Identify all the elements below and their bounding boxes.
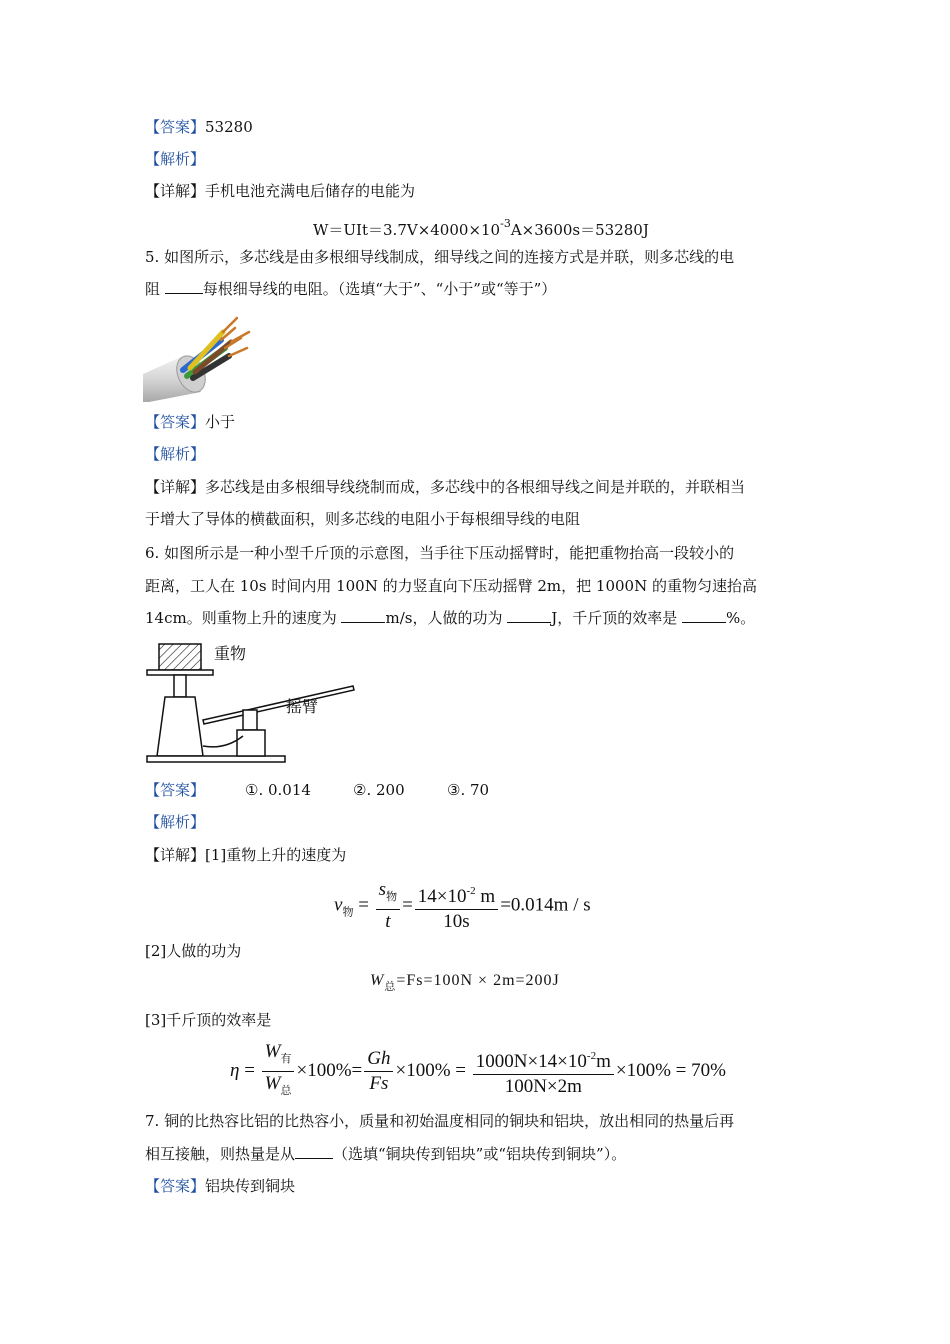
answer-value: 53280 bbox=[205, 118, 253, 136]
question-7-line2: 相互接触，则热量是从 （选填“铜块传到铝块”或“铝块传到铜块”）。 bbox=[145, 1145, 627, 1163]
detail-tag: 【详解】 bbox=[145, 182, 206, 200]
detail-line-q5-1: 【详解】多芯线是由多根细导线绕制而成，多芯线中的各根细导线之间是并联的，并联相当 bbox=[145, 478, 746, 496]
detail-text: 手机电池充满电后储存的电能为 bbox=[205, 182, 416, 200]
detail-line-q4 bbox=[145, 181, 415, 201]
question-5-line2: 阻 每根细导线的电阻。（选填“大于”、“小于”或“等于”） bbox=[145, 280, 557, 298]
answer-3: ③. 70 bbox=[447, 781, 490, 799]
answer-line-q7: 【答案】铝块传到铜块 bbox=[145, 1177, 296, 1195]
question-6-line2: 距离，工人在 10s 时间内用 100N 的力竖直向下压动摇臂 2m，把 1000N 的重物匀速抬高 bbox=[145, 577, 757, 595]
question-6-line3: 14cm。则重物上升的速度为 m/s，人做的功为 J，千斤顶的效率是 %。 bbox=[145, 609, 756, 627]
answer-blank-2[interactable] bbox=[507, 608, 551, 623]
answer-blank[interactable] bbox=[165, 279, 203, 294]
efficiency-equation: η = $\frac{W_有}{W_总}$ ×100%= $\frac{Gh}{Fs}$ ×100% = $\frac{1000N\times 14\times 10^{-2}m}{100N\times 2m}$ ×100% = 70% bbox=[230, 1041, 726, 1097]
detail-line-q6-3: [3]千斤顶的效率是 bbox=[145, 1011, 272, 1029]
answer-value: 铝块传到铜块 bbox=[205, 1177, 296, 1195]
answer-line-q6: 【答案】 ①. 0.014 ②. 200 ③. 70 bbox=[145, 781, 490, 799]
answer-value: 小于 bbox=[205, 413, 236, 431]
answer-2: ②. 200 bbox=[353, 781, 405, 799]
question-5-line1: 5. 如图所示，多芯线是由多根细导线制成，细导线之间的连接方式是并联，则多芯线的电 bbox=[145, 248, 735, 266]
formula-q4: $W=UIt=3.7V\times 4000\times 10^{-3}A\times 3600s=53280J$ bbox=[313, 217, 649, 239]
answer-line-q4 bbox=[145, 117, 253, 137]
velocity-equation: $v_物$ = $\frac{s_物}{t}$ = $\frac{14\times 10^{-2} m}{10s}$ =0.014m / s bbox=[334, 879, 591, 932]
detail-line-q6-1: 【详解】[1]重物上升的速度为 bbox=[145, 846, 347, 864]
answer-blank-1[interactable] bbox=[341, 608, 385, 623]
question-7-line1: 7. 铜的比热容比铝的比热容小，质量和初始温度相同的铜块和铝块，放出相同的热量后再 bbox=[145, 1112, 735, 1130]
answer-blank-3[interactable] bbox=[682, 608, 726, 623]
analysis-line-q4 bbox=[145, 149, 205, 169]
analysis-tag: 【解析】 bbox=[145, 150, 206, 168]
analysis-line-q5: 【解析】 bbox=[145, 445, 206, 463]
work-equation: $W_总=Fs=100N \times 2m=200J$ bbox=[370, 972, 560, 993]
question-6-line1: 6. 如图所示是一种小型千斤顶的示意图，当手往下压动摇臂时，能把重物抬高一段较小的 bbox=[145, 544, 735, 562]
label-arm: 摇臂 bbox=[286, 697, 319, 716]
detail-line-q5-2: 于增大了导体的横截面积，则多芯线的电阻小于每根细导线的电阻 bbox=[145, 510, 581, 528]
answer-1: ①. 0.014 bbox=[245, 781, 311, 799]
jack-diagram bbox=[145, 638, 355, 770]
label-weight: 重物 bbox=[214, 644, 247, 663]
answer-tag: 【答案】 bbox=[145, 118, 206, 136]
analysis-line-q6: 【解析】 bbox=[145, 813, 206, 831]
answer-line-q5: 【答案】小于 bbox=[145, 413, 236, 431]
detail-line-q6-2: [2]人做的功为 bbox=[145, 942, 242, 960]
multicore-cable-image bbox=[143, 312, 255, 402]
answer-blank[interactable] bbox=[295, 1144, 333, 1159]
